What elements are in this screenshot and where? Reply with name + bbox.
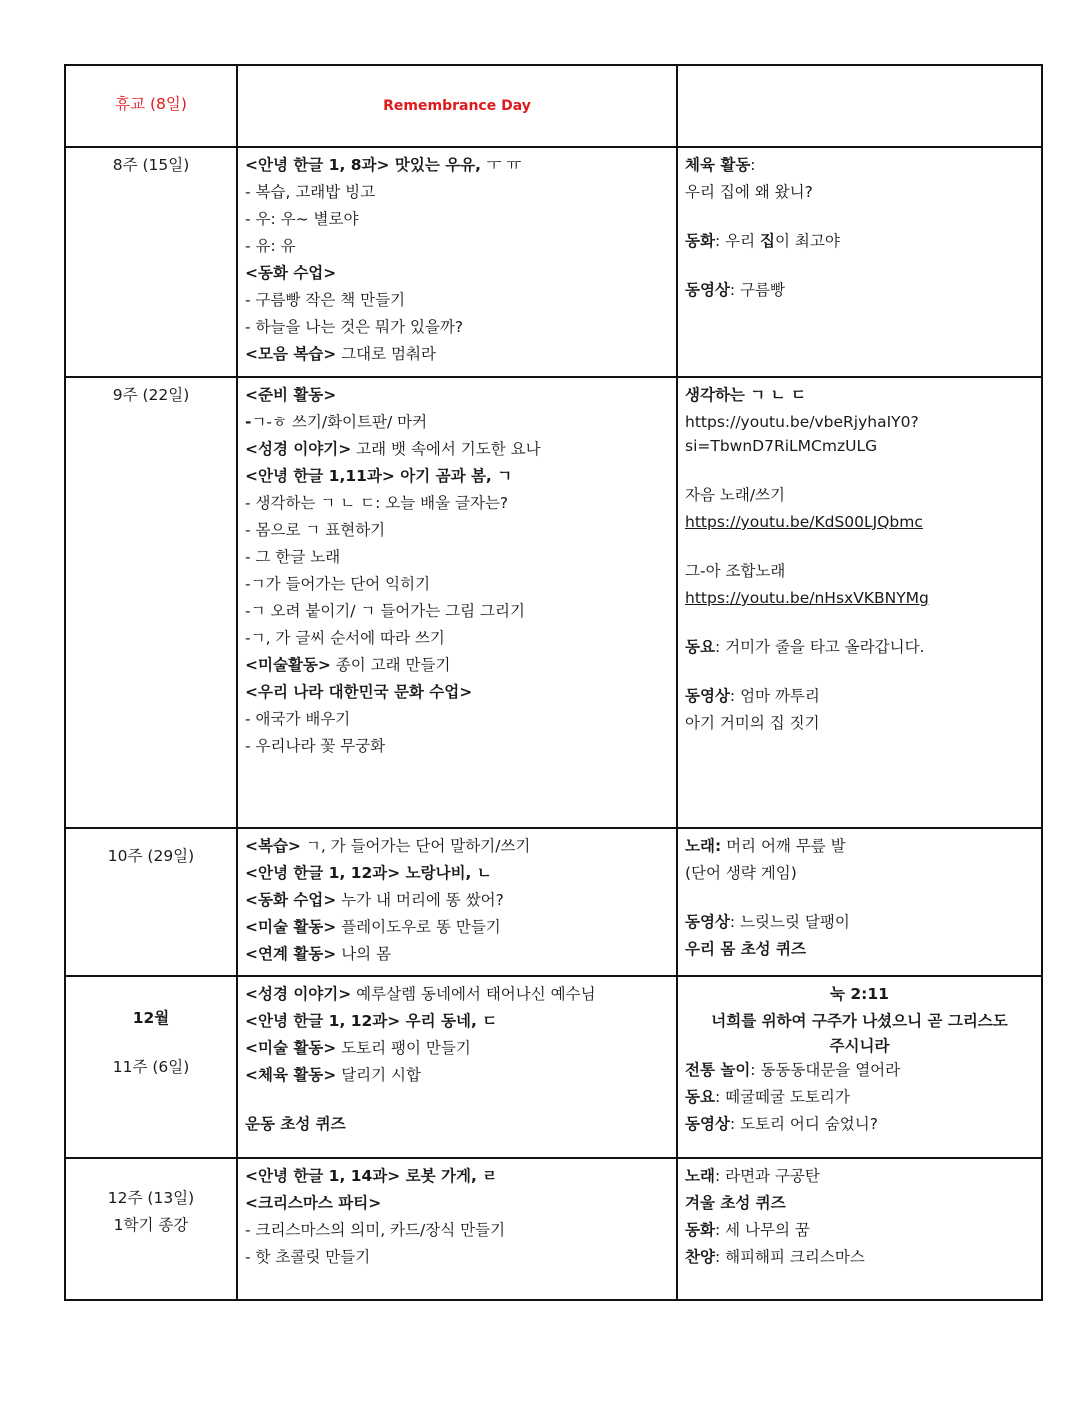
song-label: 노래 — [685, 1167, 715, 1185]
story-text: : 우리 — [714, 232, 760, 250]
lesson-line — [245, 152, 669, 179]
lesson-text: - 애국가 배우기 — [245, 710, 351, 728]
praise-label: 찬양 — [685, 1248, 715, 1266]
lesson-heading: <안녕 한글 1, 12과> 노랑나비, — [245, 864, 477, 882]
date-cell: 10주 (29일) — [65, 828, 237, 976]
quiz-label: 운동 초성 퀴즈 — [245, 1115, 346, 1133]
lesson-text: 그대로 멈춰라 — [336, 345, 436, 363]
lesson-heading: <복습> — [245, 837, 301, 855]
lesson-cell — [237, 147, 677, 377]
date-cell — [65, 1158, 237, 1300]
table-row-week8 — [65, 147, 1042, 377]
video-text: : 구름빵 — [729, 281, 785, 299]
nursery-text: : 떼굴떼굴 도토리가 — [714, 1088, 850, 1106]
lesson-heading: <모음 복습> — [245, 345, 337, 363]
praise-text: : 해피해피 크리스마스 — [714, 1248, 865, 1266]
video-label: 동영상 — [685, 1115, 730, 1133]
lesson-heading: <미술 활동> — [245, 918, 337, 936]
resources-cell — [677, 828, 1042, 976]
lesson-text: ㄱ, 가 들어가는 단어 말하기/쓰기 — [300, 837, 531, 855]
nursery-label: 동요 — [685, 1088, 715, 1106]
lesson-text: - 구름빵 작은 책 만들기 — [245, 291, 406, 309]
lesson-text: 예루살렘 동네에서 태어나신 예수님 — [351, 985, 596, 1003]
video-label: 동영상 — [685, 913, 730, 931]
lesson-heading: <크리스마스 파티> — [245, 1194, 382, 1212]
story-label: 동화 — [685, 1221, 715, 1239]
video-text: : 엄마 까투리 — [729, 687, 820, 705]
table-row-week12 — [65, 1158, 1042, 1300]
video-url-link-cont[interactable]: si=TbwnD7RiLMCmzULG — [685, 437, 878, 455]
verse-text: 너희를 위하여 구주가 나셨으니 곧 그리스도 — [711, 1012, 1008, 1030]
video-label: 동영상 — [685, 281, 730, 299]
lesson-heading: <성경 이야기> — [245, 440, 352, 458]
lesson-text: ㄱ — [497, 467, 513, 485]
lesson-line — [245, 206, 669, 233]
lesson-line — [245, 260, 669, 287]
table-row-week11 — [65, 976, 1042, 1158]
lesson-text: - 생각하는 ㄱ ㄴ ㄷ: 오늘 배울 글자는? — [245, 494, 509, 512]
think-label: 생각하는 ㄱ ㄴ ㄷ — [685, 386, 807, 404]
consonant-song-link[interactable]: https://youtu.be/KdS00LJQbmc — [685, 513, 923, 531]
lesson-text: - 유: 유 — [245, 237, 296, 255]
lesson-text: -ㄱ 오려 붙이기/ ㄱ 들어가는 그림 그리기 — [245, 602, 525, 620]
story-text: 이 최고야 — [774, 232, 840, 250]
lesson-heading: <우리 나라 대한민국 문화 수업> — [245, 683, 473, 701]
resources-cell — [677, 377, 1042, 828]
lesson-heading: <미술 활동> — [245, 1039, 337, 1057]
lesson-line — [245, 233, 669, 260]
month-label: 12월 — [132, 1009, 170, 1027]
lesson-line — [245, 314, 669, 341]
nursery-label: 동요 — [685, 638, 715, 656]
lesson-text: ㄴ — [476, 864, 492, 882]
lesson-text: 종이 고래 만들기 — [330, 656, 451, 674]
lesson-line — [245, 179, 669, 206]
lesson-text: 달리기 시합 — [336, 1066, 421, 1084]
video-url-link[interactable]: https://youtu.be/vbeRjyhaIY0? — [685, 413, 919, 431]
quiz-label: 우리 몸 초성 퀴즈 — [685, 940, 807, 958]
lesson-text: - 복습, 고래밥 빙고 — [245, 183, 376, 201]
date-cell: 휴교 (8일) — [65, 65, 237, 147]
lesson-cell — [237, 377, 677, 828]
date-cell — [65, 976, 237, 1158]
lesson-text: ㄷ — [482, 1012, 498, 1030]
term-end-label: 1학기 종강 — [113, 1216, 189, 1234]
video-text: : 도토리 어디 숨었니? — [729, 1115, 878, 1133]
lesson-heading: <준비 활동> — [245, 386, 337, 404]
lesson-heading: <성경 이야기> — [245, 985, 352, 1003]
lesson-cell — [237, 1158, 677, 1300]
lesson-text: 누가 내 머리에 똥 쌌어? — [336, 891, 504, 909]
lesson-text: - 핫 초콜릿 만들기 — [245, 1248, 371, 1266]
holiday-title-cell — [237, 65, 677, 147]
lesson-heading: <안녕 한글 1, 12과> 우리 동네, — [245, 1012, 483, 1030]
week-label: 11주 (6일) — [112, 1058, 190, 1076]
pe-label: 체육 활동 — [685, 156, 751, 174]
resources-cell — [677, 1158, 1042, 1300]
lesson-heading: <체육 활동> — [245, 1066, 337, 1084]
table-row-week9 — [65, 377, 1042, 828]
lesson-text: - 크리스마스의 의미, 카드/장식 만들기 — [245, 1221, 506, 1239]
lesson-heading: <안녕 한글 1,11과> 아기 곰과 봄, — [245, 467, 498, 485]
quiz-label: 겨울 초성 퀴즈 — [685, 1194, 786, 1212]
lesson-text: 플레이도우로 똥 만들기 — [336, 918, 501, 936]
lesson-text: 도토리 팽이 만들기 — [336, 1039, 471, 1057]
lesson-heading: <연계 활동> — [245, 945, 337, 963]
lesson-text: 나의 몸 — [336, 945, 392, 963]
combo-song-link[interactable]: https://youtu.be/nHsxVKBNYMg — [685, 589, 929, 607]
song-label: 노래: — [685, 837, 722, 855]
resources-cell-empty — [677, 65, 1042, 147]
song-text: 머리 어깨 무릎 발 — [721, 837, 846, 855]
lesson-text: -ㄱ, 가 글씨 순서에 따라 쓰기 — [245, 629, 445, 647]
table-row-week10 — [65, 828, 1042, 976]
lesson-text: ㄱ-ㅎ 쓰기/화이트판/ 마커 — [251, 413, 428, 431]
resources-cell — [677, 976, 1042, 1158]
lesson-heading: <미술활동> — [245, 656, 331, 674]
lesson-heading: <동화 수업> — [245, 264, 337, 282]
lesson-text: - 그 한글 노래 — [245, 548, 341, 566]
table-row-holiday — [65, 65, 1042, 147]
curriculum-table — [64, 64, 1043, 1301]
lesson-text: 고래 뱃 속에서 기도한 요나 — [351, 440, 541, 458]
game-text: : 동동동대문을 열어라 — [750, 1061, 901, 1079]
verse-text: 주시니라 — [829, 1037, 890, 1055]
story-label: 동화 — [685, 232, 715, 250]
pe-text: 우리 집에 왜 왔니? — [685, 183, 813, 201]
video-text: : 느릿느릿 달팽이 — [729, 913, 850, 931]
lesson-cell — [237, 976, 677, 1158]
week-label: 12주 (13일) — [107, 1189, 195, 1207]
lesson-text: - 하늘을 나는 것은 뭐가 있을까? — [245, 318, 464, 336]
lesson-heading: <동화 수업> — [245, 891, 337, 909]
combo-song-label: 그-아 조합노래 — [685, 562, 786, 580]
song-text: : 라면과 구공탄 — [714, 1167, 820, 1185]
verse-reference: 눅 2:11 — [830, 985, 889, 1003]
video-text: 아기 거미의 집 짓기 — [685, 714, 820, 732]
game-label: 전통 놀이 — [685, 1061, 751, 1079]
lesson-heading: <안녕 한글 1, 14과> 로봇 가게, — [245, 1167, 483, 1185]
date-cell: 8주 (15일) — [65, 147, 237, 377]
lesson-text: -ㄱ가 들어가는 단어 익히기 — [245, 575, 431, 593]
lesson-text: ㄹ — [482, 1167, 498, 1185]
lesson-line — [245, 287, 669, 314]
holiday-title: Remembrance Day — [383, 98, 531, 114]
lesson-text: - 몸으로 ㄱ 표현하기 — [245, 521, 386, 539]
nursery-text: : 거미가 줄을 타고 올라갑니다. — [714, 638, 925, 656]
story-text: : 세 나무의 꿈 — [714, 1221, 810, 1239]
lesson-text: ㅜ ㅠ — [486, 156, 522, 174]
lesson-heading: <안녕 한글 1, 8과> 맛있는 우유, — [245, 156, 487, 174]
lesson-line — [245, 341, 669, 368]
lesson-cell — [237, 828, 677, 976]
video-label: 동영상 — [685, 687, 730, 705]
story-text-bold: 집 — [759, 232, 775, 250]
consonant-song-label: 자음 노래/쓰기 — [685, 486, 785, 504]
game-text: (단어 생략 게임) — [685, 864, 797, 882]
lesson-text: - 우: 우~ 별로야 — [245, 210, 359, 228]
lesson-text: - 우리나라 꽃 무궁화 — [245, 737, 386, 755]
resources-cell: 체육 활동: 우리 집에 왜 왔니? 동화: 우리 집이 최고야 동영상: 구름빵 — [677, 147, 1042, 377]
schedule-page — [64, 64, 1041, 1301]
date-cell: 9주 (22일) — [65, 377, 237, 828]
lesson-heading: - — [245, 413, 252, 431]
